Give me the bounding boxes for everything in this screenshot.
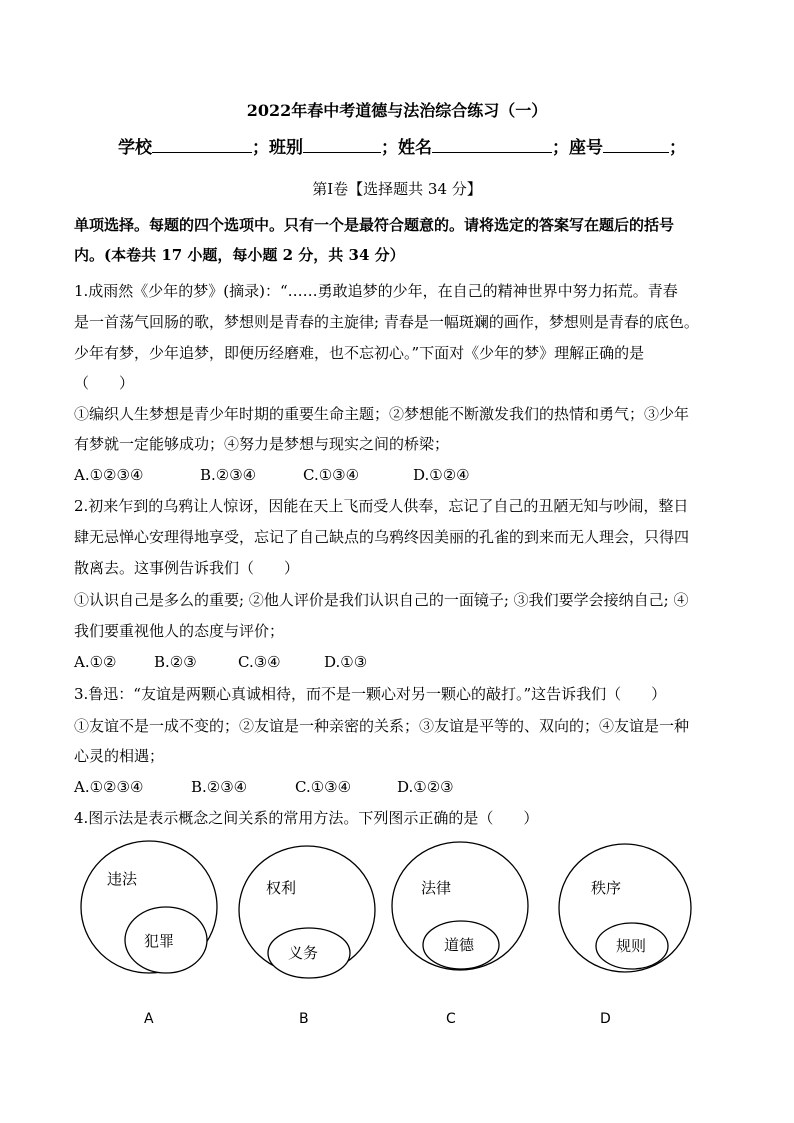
q1-line-1: 1.成雨然《少年的梦》(摘录)：“……勇敢追梦的少年，在自己的精神世界中努力拓荒。青春 <box>74 282 678 300</box>
seat-label: ；座号 <box>552 138 603 158</box>
q1-answer-bracket: （ ） <box>74 374 135 392</box>
diagram-a-outer-label: 违法 <box>107 870 138 888</box>
q2-line-4: ①认识自己是多么的重要; ②他人评价是我们认识自己的一面镜子; ③我们要学会接纳自己; ④ <box>74 591 689 609</box>
q3-option-a[interactable]: A.①②③④ <box>74 778 144 796</box>
diagram-c-inner-label: 道德 <box>444 936 475 954</box>
q2-line-1: 2.初来乍到的乌鸦让人惊讶，因能在天上飞而受人供奉，忘记了自己的丑陋无知与吵闹，整日 <box>74 497 689 515</box>
q1-line-6: 有梦就一定能够成功；④努力是梦想与现实之间的桥梁； <box>74 435 450 453</box>
section-title: 第Ⅰ卷【选择题共 34 分】 <box>312 180 482 198</box>
q2-line-3: 散离去。这事例告诉我们（ ） <box>74 559 300 577</box>
diagram-b-outer-label: 权利 <box>266 879 297 897</box>
diagram-d-outer-label: 秩序 <box>591 879 622 897</box>
diagram-b[interactable] <box>239 846 375 1027</box>
class-blank[interactable] <box>303 136 381 153</box>
q3-line-1: 3.鲁迅：“友谊是两颗心真诚相待，而不是一颗心对另一颗心的敲打。”这告诉我们（ ） <box>74 685 667 703</box>
name-blank[interactable] <box>432 136 552 153</box>
q2-line-2: 肆无忌惮心安理得地享受，忘记了自己缺点的乌鸦终因美丽的孔雀的到来而无人理会，只得四 <box>74 528 690 546</box>
diagram-b-option-label: B <box>299 1011 309 1027</box>
concept-diagrams <box>0 840 794 1060</box>
diagram-a[interactable] <box>81 841 217 1027</box>
q3-line-2: ①友谊不是一成不变的；②友谊是一种亲密的关系；③友谊是平等的、双向的；④友谊是一种 <box>74 717 690 735</box>
q1-line-5: ①编织人生梦想是青少年时期的重要生命主题；②梦想能不断激发我们的热情和勇气；③少年 <box>74 405 690 423</box>
class-label: ；班别 <box>252 138 303 158</box>
q2-option-a[interactable]: A.①② <box>74 653 117 671</box>
diagram-d-option-label: D <box>600 1011 611 1027</box>
q1-option-c[interactable]: C.①③④ <box>303 466 360 484</box>
name-label: ；姓名 <box>381 138 432 158</box>
q3-option-c[interactable]: C.①③④ <box>295 778 352 796</box>
q3-options <box>74 772 724 802</box>
q3-option-b[interactable]: B.②③④ <box>191 778 248 796</box>
student-info-line <box>118 133 718 158</box>
q1-line-2: 是一首荡气回肠的歌，梦想则是青春的主旋律; 青春是一幅斑斓的画作，梦想则是青春的底色。 <box>74 313 699 331</box>
q2-options <box>74 647 724 677</box>
q3-option-d[interactable]: D.①②③ <box>397 778 454 796</box>
diagram-a-option-label: A <box>144 1011 154 1027</box>
q2-option-d[interactable]: D.①③ <box>324 653 368 671</box>
diagram-d-inner-label: 规则 <box>616 937 647 955</box>
q4-line-1: 4.图示法是表示概念之间关系的常用方法。下列图示正确的是（ ） <box>74 809 539 827</box>
exam-title: 2022年春中考道德与法治综合练习（一） <box>246 101 548 120</box>
q3-line-3: 心灵的相遇； <box>74 747 165 765</box>
q1-option-d[interactable]: D.①②④ <box>413 466 470 484</box>
diagram-c[interactable] <box>392 842 528 1027</box>
q1-line-3: 少年有梦，少年追梦，即便历经磨难，也不忘初心。”下面对《少年的梦》理解正确的是 <box>74 344 645 362</box>
diagram-d[interactable] <box>559 844 691 1027</box>
instruction-line-2: 内。(本卷共 17 小题，每小题 2 分，共 34 分） <box>74 246 405 264</box>
end-mark: ； <box>669 138 686 158</box>
school-label: 学校 <box>118 138 152 158</box>
instruction-line-1: 单项选择。每题的四个选项中。只有一个是最符合题意的。请将选定的答案写在题后的括号 <box>74 216 675 234</box>
seat-blank[interactable] <box>603 136 669 153</box>
q1-options <box>74 460 724 490</box>
q1-option-b[interactable]: B.②③④ <box>200 466 257 484</box>
diagram-c-option-label: C <box>446 1011 456 1027</box>
diagram-b-inner-label: 义务 <box>288 944 319 962</box>
q2-line-5: 我们要重视他人的态度与评价； <box>74 622 285 640</box>
diagram-c-outer-label: 法律 <box>421 879 452 897</box>
q1-option-a[interactable]: A.①②③④ <box>74 466 144 484</box>
school-blank[interactable] <box>152 136 252 153</box>
q2-option-c[interactable]: C.③④ <box>238 653 281 671</box>
q2-option-b[interactable]: B.②③ <box>154 653 197 671</box>
diagram-a-inner-label: 犯罪 <box>144 932 175 950</box>
